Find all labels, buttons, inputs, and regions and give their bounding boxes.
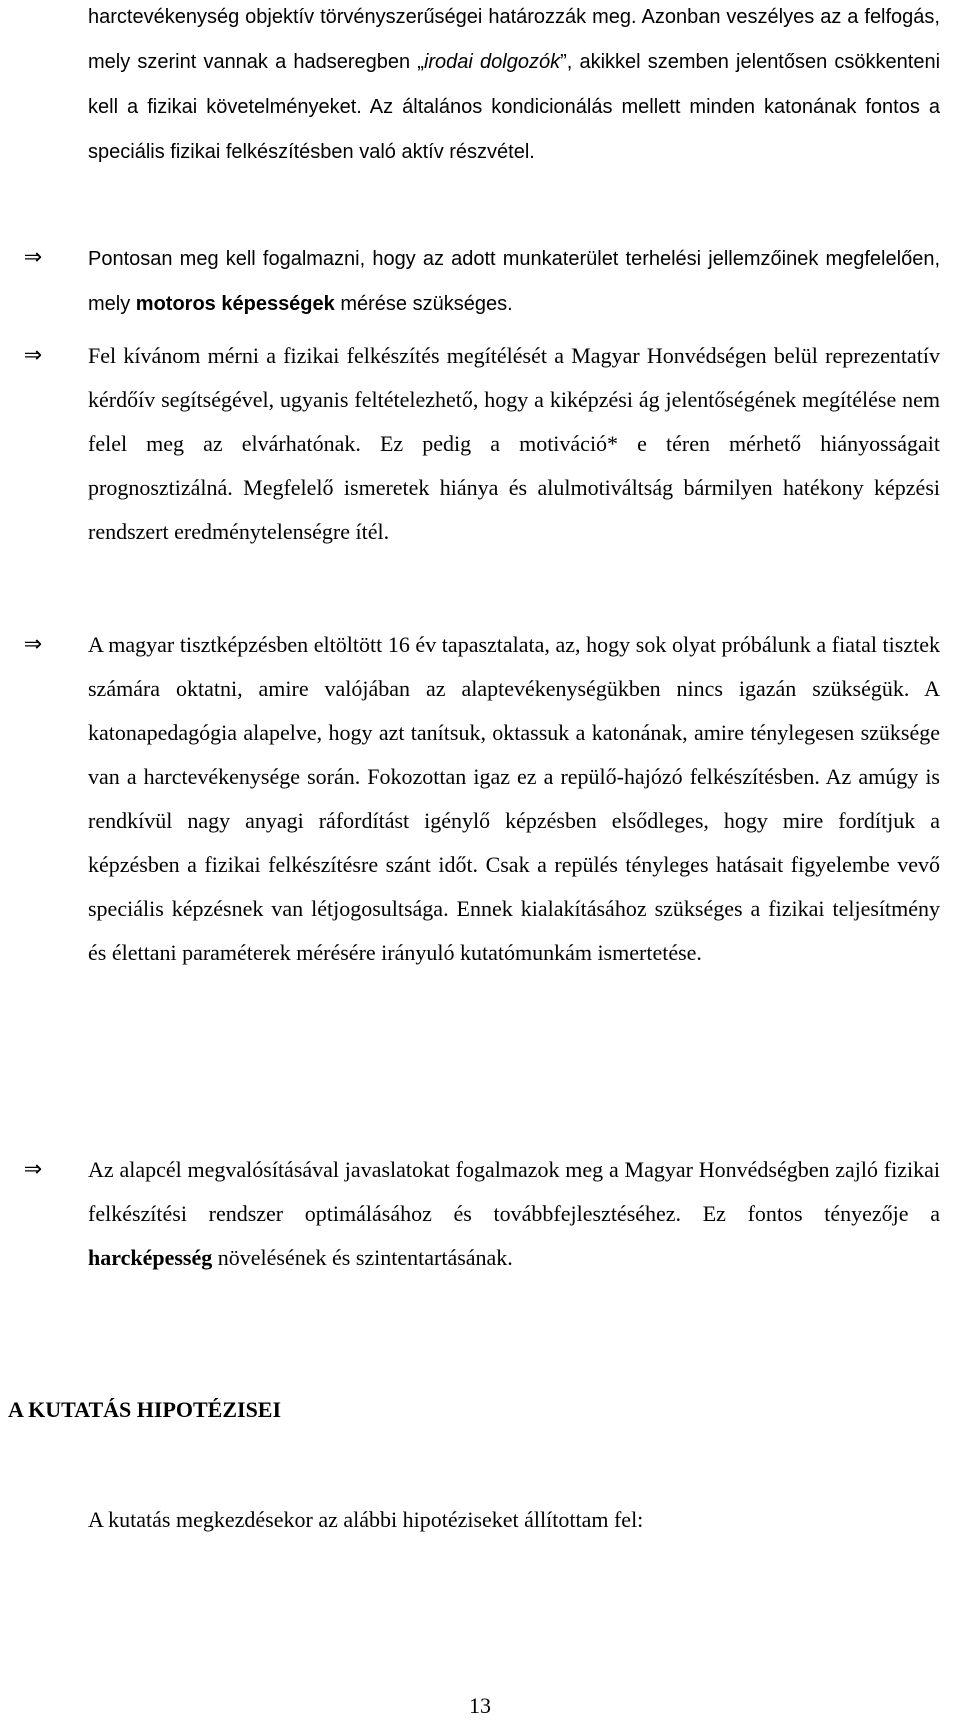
bullet-bold-term: harcképesség [88, 1245, 213, 1270]
arrow-icon: ⇒ [23, 1157, 43, 1182]
bullet-text: A magyar tisztképzésben eltöltött 16 év tapasztalata, az, hogy sok olyat próbálunk a fiatal tisztek számára oktatni, amire valójában az alaptevékenységükben nincs igazán szükségük. A katonapedagógia alapelve, hogy azt tanítsuk, oktassuk a katonának, amire ténylegesen szüksége van a harctevékenysége során. Fokozottan igaz ez a repülő-hajózó felkészítésben. Az amúgy is rendkívül nagy anyagi ráfordítást igénylő képzésben elsődleges, hogy mire fordítjuk a képzésben a fizikai felkészítésre szánt időt. Csak a repülés tényleges hatásait figyelembe vevő speciális képzésnek van létjogosultsága. Ennek kialakításához szükséges a fizikai teljesítmény és élettani paraméterek mérésére irányuló kutatómunkám ismertetése. [88, 632, 940, 965]
intro-paragraph [88, 0, 940, 174]
bullet-text-end: növelésének és szintentartásának. [212, 1245, 513, 1270]
hypotheses-intro: A kutatás megkezdésekor az alábbi hipotéziseket állítottam fel: [88, 1507, 644, 1532]
bullet-text-start: Pontosan meg kell fogalmazni, hogy az adott munkaterület terhelési jellemzőinek megfelelően, mely [88, 248, 940, 315]
intro-italic-term: irodai dolgozók [423, 51, 561, 73]
section-heading: A KUTATÁS HIPOTÉZISEI [8, 1397, 282, 1422]
intro-text-end: ”, akikkel szemben jelentősen csökkenteni kell a fizikai követelményeket. Az általános kondicionálás mellett minden katonának fontos a speciális fizikai felkészítésben való aktív részvétel. [88, 51, 941, 163]
bullet-text [88, 236, 940, 326]
arrow-icon: ⇒ [23, 632, 43, 657]
arrow-icon: ⇒ [23, 245, 43, 270]
bullet-text-end: mérése szükséges. [334, 293, 513, 315]
bullet-text-start: Az alapcél megvalósításával javaslatokat fogalmazok meg a Magyar Honvédségben zajló fizikai felkészítési rendszer optimálásához és továbbfejlesztéséhez. Ez fontos tényezője a [88, 1157, 940, 1226]
arrow-icon: ⇒ [23, 343, 43, 368]
bullet-text [88, 1148, 940, 1280]
intro-text-start: harctevékenység objektív törvényszerűségei határozzák meg. Azonban veszélyes az a felfogás, mely szerint vannak a hadseregben „ [88, 6, 940, 73]
bullet-text: Fel kívánom mérni a fizikai felkészítés megítélését a Magyar Honvédségen belül reprezentatív kérdőív segítségével, ugyanis feltételezhető, hogy a kiképzési ág jelentőségének megítélése nem felel meg az elvárhatónak. Ez pedig a motiváció* e téren mérhető hiányosságait prognosztizálná. Megfelelő ismeretek hiánya és alulmotiváltság bármilyen hatékony képzési rendszert eredménytelenségre ítél. [88, 343, 940, 544]
page-number: 13 [469, 1693, 491, 1718]
bullet-bold-term: motoros képességek [135, 293, 335, 315]
